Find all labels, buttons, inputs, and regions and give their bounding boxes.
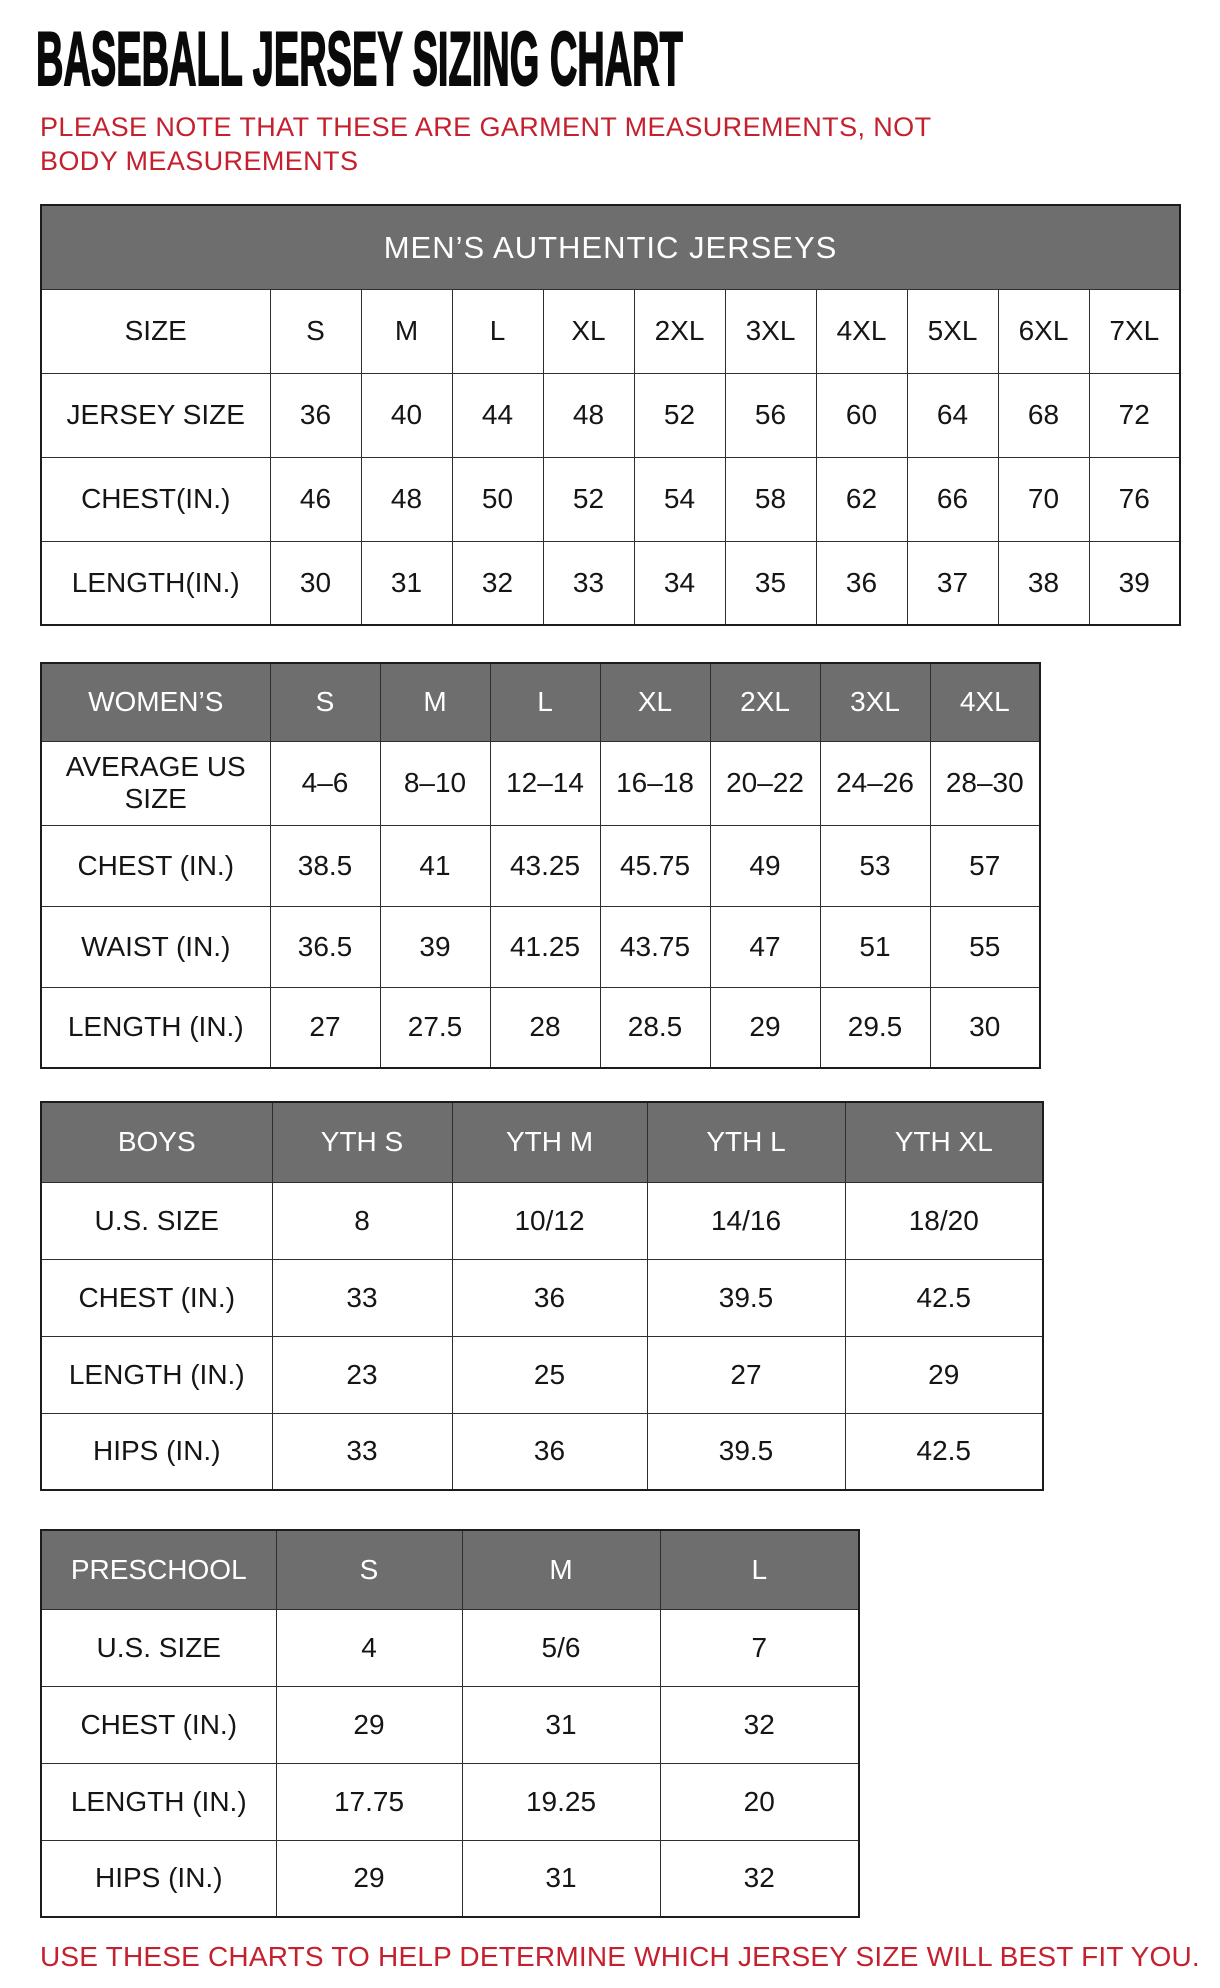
mens-data-cell: 46 — [270, 457, 361, 541]
womens-data-cell: 49 — [710, 825, 820, 906]
preschool-table-row — [41, 1686, 859, 1763]
boys-table-row — [41, 1336, 1043, 1413]
womens-row-label: CHEST (IN.) — [41, 825, 270, 906]
womens-data-cell: 39 — [380, 906, 490, 987]
boys-size-header-cell: YTH M — [452, 1102, 647, 1182]
womens-data-cell: 28–30 — [930, 741, 1040, 825]
womens-data-cell: 20–22 — [710, 741, 820, 825]
mens-data-cell: XL — [543, 289, 634, 373]
mens-data-cell: 38 — [998, 541, 1089, 625]
mens-data-cell: 2XL — [634, 289, 725, 373]
mens-data-cell: 48 — [361, 457, 452, 541]
preschool-row-label: U.S. SIZE — [41, 1609, 276, 1686]
boys-data-cell: 33 — [272, 1413, 452, 1490]
preschool-data-cell: 5/6 — [462, 1609, 660, 1686]
boys-data-cell: 25 — [452, 1336, 647, 1413]
boys-size-header-cell: YTH XL — [845, 1102, 1043, 1182]
mens-row-label: JERSEY SIZE — [41, 373, 270, 457]
womens-size-header-cell: 2XL — [710, 663, 820, 741]
womens-data-cell: 29 — [710, 987, 820, 1068]
mens-data-cell: 58 — [725, 457, 816, 541]
boys-data-cell: 42.5 — [845, 1413, 1043, 1490]
boys-table-row — [41, 1182, 1043, 1259]
boys-data-cell: 10/12 — [452, 1182, 647, 1259]
boys-data-cell: 18/20 — [845, 1182, 1043, 1259]
mens-data-cell: 68 — [998, 373, 1089, 457]
preschool-data-cell: 17.75 — [276, 1763, 462, 1840]
preschool-row-label: CHEST (IN.) — [41, 1686, 276, 1763]
womens-data-cell: 24–26 — [820, 741, 930, 825]
mens-data-cell: 5XL — [907, 289, 998, 373]
mens-data-cell: 48 — [543, 373, 634, 457]
womens-table-row — [41, 987, 1040, 1068]
womens-data-cell: 8–10 — [380, 741, 490, 825]
mens-sizing-table — [40, 204, 1181, 626]
mens-data-cell: 64 — [907, 373, 998, 457]
womens-data-cell: 27.5 — [380, 987, 490, 1068]
mens-data-cell: 66 — [907, 457, 998, 541]
preschool-data-cell: 32 — [660, 1686, 859, 1763]
womens-data-cell: 57 — [930, 825, 1040, 906]
mens-data-cell: 50 — [452, 457, 543, 541]
mens-row-label: LENGTH(IN.) — [41, 541, 270, 625]
mens-data-cell: 34 — [634, 541, 725, 625]
womens-data-cell: 41.25 — [490, 906, 600, 987]
womens-size-header-cell: S — [270, 663, 380, 741]
womens-table-row — [41, 741, 1040, 825]
preschool-row-label: HIPS (IN.) — [41, 1840, 276, 1917]
preschool-sizing-table — [40, 1529, 860, 1918]
womens-data-cell: 53 — [820, 825, 930, 906]
boys-table-title: BOYS — [41, 1102, 272, 1182]
preschool-data-cell: 32 — [660, 1840, 859, 1917]
mens-data-cell: 6XL — [998, 289, 1089, 373]
mens-data-cell: 72 — [1089, 373, 1180, 457]
boys-row-label: HIPS (IN.) — [41, 1413, 272, 1490]
womens-data-cell: 55 — [930, 906, 1040, 987]
mens-data-cell: 54 — [634, 457, 725, 541]
mens-data-cell: 4XL — [816, 289, 907, 373]
mens-row-label: SIZE — [41, 289, 270, 373]
preschool-header-row — [41, 1530, 859, 1609]
boys-data-cell: 36 — [452, 1413, 647, 1490]
womens-row-label: LENGTH (IN.) — [41, 987, 270, 1068]
mens-data-cell: 36 — [270, 373, 361, 457]
womens-data-cell: 41 — [380, 825, 490, 906]
boys-row-label: U.S. SIZE — [41, 1182, 272, 1259]
boys-data-cell: 8 — [272, 1182, 452, 1259]
preschool-data-cell: 19.25 — [462, 1763, 660, 1840]
womens-size-header-cell: XL — [600, 663, 710, 741]
preschool-data-cell: 7 — [660, 1609, 859, 1686]
boys-size-header-cell: YTH L — [647, 1102, 845, 1182]
fit-advice-note: USE THESE CHARTS TO HELP DETERMINE WHICH JERSEY SIZE WILL BEST FIT YOU. — [40, 1941, 1200, 1973]
womens-row-label: WAIST (IN.) — [41, 906, 270, 987]
womens-header-row — [41, 663, 1040, 741]
mens-table-row — [41, 541, 1180, 625]
preschool-size-header-cell: L — [660, 1530, 859, 1609]
boys-size-header-cell: YTH S — [272, 1102, 452, 1182]
mens-data-cell: 35 — [725, 541, 816, 625]
mens-data-cell: 30 — [270, 541, 361, 625]
boys-row-label: LENGTH (IN.) — [41, 1336, 272, 1413]
mens-data-cell: 70 — [998, 457, 1089, 541]
mens-data-cell: 40 — [361, 373, 452, 457]
boys-data-cell: 23 — [272, 1336, 452, 1413]
womens-size-header-cell: 3XL — [820, 663, 930, 741]
preschool-data-cell: 31 — [462, 1686, 660, 1763]
boys-row-label: CHEST (IN.) — [41, 1259, 272, 1336]
preschool-table-row — [41, 1609, 859, 1686]
preschool-data-cell: 4 — [276, 1609, 462, 1686]
womens-row-label: AVERAGE US SIZE — [41, 741, 270, 825]
mens-data-cell: 52 — [634, 373, 725, 457]
womens-data-cell: 43.25 — [490, 825, 600, 906]
mens-data-cell: 52 — [543, 457, 634, 541]
womens-table-row — [41, 825, 1040, 906]
womens-data-cell: 27 — [270, 987, 380, 1068]
mens-data-cell: L — [452, 289, 543, 373]
womens-table-row — [41, 906, 1040, 987]
mens-table-row — [41, 373, 1180, 457]
boys-sizing-table — [40, 1101, 1044, 1491]
preschool-table-row — [41, 1763, 859, 1840]
mens-data-cell: 31 — [361, 541, 452, 625]
mens-data-cell: 60 — [816, 373, 907, 457]
boys-data-cell: 29 — [845, 1336, 1043, 1413]
page-title — [36, 17, 1192, 102]
mens-data-cell: 32 — [452, 541, 543, 625]
preschool-row-label: LENGTH (IN.) — [41, 1763, 276, 1840]
womens-data-cell: 43.75 — [600, 906, 710, 987]
mens-data-cell: 37 — [907, 541, 998, 625]
mens-data-cell: 44 — [452, 373, 543, 457]
preschool-size-header-cell: S — [276, 1530, 462, 1609]
boys-header-row — [41, 1102, 1043, 1182]
boys-data-cell: 14/16 — [647, 1182, 845, 1259]
womens-size-header-cell: M — [380, 663, 490, 741]
preschool-data-cell: 29 — [276, 1840, 462, 1917]
womens-data-cell: 29.5 — [820, 987, 930, 1068]
mens-data-cell: 33 — [543, 541, 634, 625]
mens-table-row — [41, 289, 1180, 373]
boys-data-cell: 39.5 — [647, 1413, 845, 1490]
womens-data-cell: 30 — [930, 987, 1040, 1068]
mens-row-label: CHEST(IN.) — [41, 457, 270, 541]
preschool-size-header-cell: M — [462, 1530, 660, 1609]
preschool-data-cell: 20 — [660, 1763, 859, 1840]
womens-data-cell: 38.5 — [270, 825, 380, 906]
boys-data-cell: 27 — [647, 1336, 845, 1413]
preschool-table-title: PRESCHOOL — [41, 1530, 276, 1609]
preschool-data-cell: 29 — [276, 1686, 462, 1763]
boys-data-cell: 36 — [452, 1259, 647, 1336]
mens-data-cell: 3XL — [725, 289, 816, 373]
boys-data-cell: 42.5 — [845, 1259, 1043, 1336]
womens-data-cell: 45.75 — [600, 825, 710, 906]
mens-data-cell: 56 — [725, 373, 816, 457]
womens-data-cell: 51 — [820, 906, 930, 987]
womens-sizing-table — [40, 662, 1041, 1069]
mens-data-cell: 36 — [816, 541, 907, 625]
mens-table-row — [41, 457, 1180, 541]
mens-data-cell: M — [361, 289, 452, 373]
mens-data-cell: 7XL — [1089, 289, 1180, 373]
womens-data-cell: 16–18 — [600, 741, 710, 825]
preschool-data-cell: 31 — [462, 1840, 660, 1917]
womens-data-cell: 36.5 — [270, 906, 380, 987]
mens-table-title: MEN’S AUTHENTIC JERSEYS — [41, 205, 1180, 289]
womens-size-header-cell: L — [490, 663, 600, 741]
page-title-text: BASEBALL JERSEY SIZING CHART — [36, 17, 683, 102]
mens-data-cell: 39 — [1089, 541, 1180, 625]
preschool-table-row — [41, 1840, 859, 1917]
garment-measurement-note: PLEASE NOTE THAT THESE ARE GARMENT MEASUREMENTS, NOT BODY MEASUREMENTS — [40, 112, 931, 177]
boys-data-cell: 39.5 — [647, 1259, 845, 1336]
womens-table-title: WOMEN’S — [41, 663, 270, 741]
boys-data-cell: 33 — [272, 1259, 452, 1336]
mens-header-row — [41, 205, 1180, 289]
boys-table-row — [41, 1259, 1043, 1336]
womens-data-cell: 28 — [490, 987, 600, 1068]
mens-data-cell: 62 — [816, 457, 907, 541]
boys-table-row — [41, 1413, 1043, 1490]
womens-data-cell: 12–14 — [490, 741, 600, 825]
womens-size-header-cell: 4XL — [930, 663, 1040, 741]
mens-data-cell: 76 — [1089, 457, 1180, 541]
womens-data-cell: 47 — [710, 906, 820, 987]
womens-data-cell: 4–6 — [270, 741, 380, 825]
womens-data-cell: 28.5 — [600, 987, 710, 1068]
mens-data-cell: S — [270, 289, 361, 373]
